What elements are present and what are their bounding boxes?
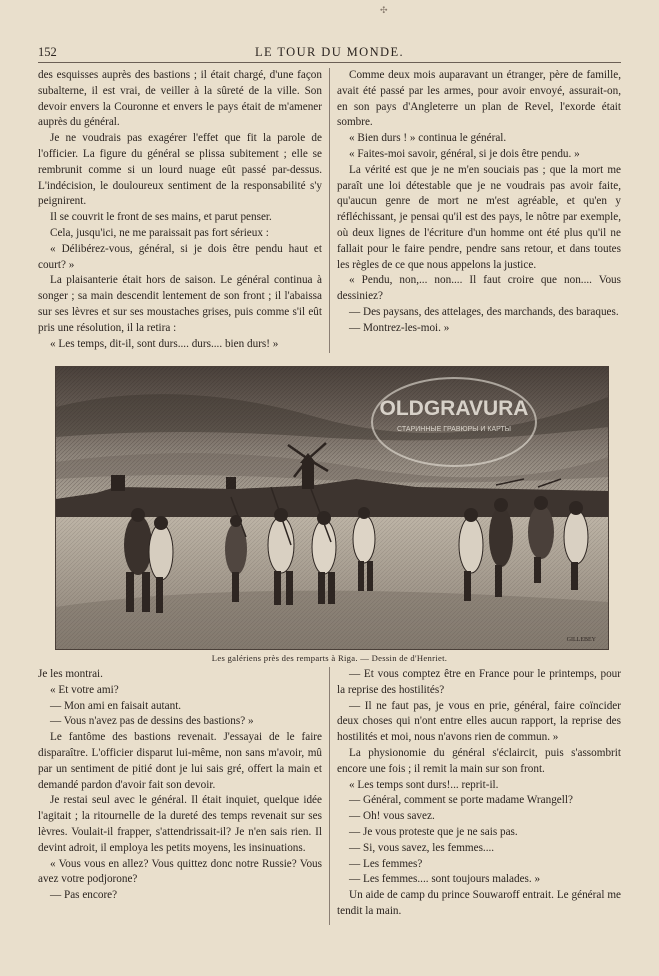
column-rule-bottom xyxy=(329,667,330,925)
paragraph: La plaisanterie était hors de saison. Le général continua à songer ; sa main descendit lentement de son front ; il l'abaissa sur ses lèvres et sur ses moustaches grises, puis comme s'il eût pris une résolution, il la retira : xyxy=(38,274,322,334)
paragraph: des esquisses auprès des bastions ; il était chargé, d'une façon subalterne, il est vrai, de veiller à la sûreté de la ville. Son devoir envers la Couronne et envers le pays était de m'amener auprès du général. xyxy=(38,69,322,129)
paragraph: « Bien durs ! » continua le général. xyxy=(349,132,507,145)
paragraph: « Faites-moi savoir, général, si je dois être pendu. » xyxy=(349,147,580,160)
paragraph: Je restai seul avec le général. Il était inquiet, quelque idée l'agitait ; la ritournelle de la dureté des temps revenait sur ses lèvres. Voulait-il frapper, s'attendrissait-il? Je n'en sais rien. Il devint adroit, il employa les petits moyens, les insinuations. xyxy=(38,794,322,854)
paragraph: — Les femmes.... sont toujours malades. » xyxy=(349,873,541,886)
paragraph: Un aide de camp du prince Souwaroff entrait. Le général me tendit la main. xyxy=(337,889,621,917)
paragraph: — Montrez-les-moi. » xyxy=(349,321,450,334)
paragraph: — Il ne faut pas, je vous en prie, général, faire coïncider deux choses qui n'ont entre elles aucun rapport, la reprise des hostilités et moi, nous n'avons rien de commun. » xyxy=(337,699,621,744)
paragraph: Il se couvrit le front de ses mains, et parut penser. xyxy=(50,211,272,224)
engraver-signature: GILLEBEY xyxy=(566,637,596,643)
top-ornament: ✣ xyxy=(380,5,388,15)
paragraph: Comme deux mois auparavant un étranger, père de famille, avait été passé par les armes, pour avoir envoyé, assurait-on, en son pays d'Angleterre un plan de Revel, l'exorde était sombre. xyxy=(337,69,621,129)
paragraph: Je ne voudrais pas exagérer l'effet que fit la parole de l'officier. La figure du général se plissa subitement ; elle se rembrunit comme si un lourd nuage eût passé par-dessus. L'indécision, le douloureux sentiment de la responsabilité s'y peignirent. xyxy=(38,132,322,208)
paragraph: « Délibérez-vous, général, si je dois être pendu haut et court? » xyxy=(38,242,322,271)
column-rule-top xyxy=(329,68,330,353)
text-column-bottom-left xyxy=(38,667,322,904)
paragraph: — Pas encore? xyxy=(50,889,118,902)
illustration-caption: Les galériens près des remparts à Riga. — Dessin de d'Henriet. xyxy=(211,653,448,663)
paragraph: — Général, comment se porte madame Wrangell? xyxy=(349,794,573,807)
paragraph: — Des paysans, des attelages, des marchands, des baraques. xyxy=(349,305,619,318)
paragraph: Cela, jusqu'ici, ne me paraissait pas fort sérieux : xyxy=(50,226,269,239)
paragraph: Je les montrai. xyxy=(38,668,103,680)
watermark-main: OLDGRAVURA xyxy=(379,397,529,420)
paragraph: « Les temps sont durs!... reprit-il. xyxy=(349,778,499,791)
paragraph: — Les femmes? xyxy=(349,857,423,870)
running-header xyxy=(38,42,621,63)
distant-building xyxy=(226,477,236,489)
paragraph: — Je vous proteste que je ne sais pas. xyxy=(349,825,518,838)
running-title: LE TOUR DU MONDE. xyxy=(254,45,405,59)
engraving-illustration xyxy=(55,366,609,650)
distant-building xyxy=(111,475,125,491)
page-number: 152 xyxy=(38,45,57,59)
paragraph: — Mon ami en faisait autant. xyxy=(50,699,182,712)
paragraph: « Pendu, non,... non.... Il faut croire que non.... Vous dessiniez? xyxy=(337,274,621,303)
paragraph: La physionomie du général s'éclaircit, puis s'assombrit encore une fois ; il remit la main sur son front. xyxy=(337,746,621,775)
paragraph: — Vous n'avez pas de dessins des bastions? » xyxy=(50,715,254,728)
paragraph: « Les temps, dit-il, sont durs.... durs.... bien durs! » xyxy=(50,337,279,350)
engraving-scene xyxy=(56,367,608,649)
text-column-top-left xyxy=(38,68,322,352)
paragraph: — Et vous comptez être en France pour le printemps, pour la reprise des hostilités? xyxy=(337,668,621,696)
text-column-bottom-right xyxy=(337,667,621,920)
paragraph: Le fantôme des bastions revenait. J'essayai de le faire disparaître. L'officier disparut lui-même, non sans m'avoir, mû par un sentiment de pitié dont je lui sais gré, offert la main et demandé pardon d'avoir fait son devoir. xyxy=(38,731,322,791)
paragraph: « Et votre ami? xyxy=(50,683,119,696)
paragraph: « Vous vous en allez? Vous quittez donc notre Russie? Vous avez votre podjorone? xyxy=(38,857,322,886)
paragraph: — Si, vous savez, les femmes.... xyxy=(349,841,495,854)
text-column-top-right xyxy=(337,68,621,337)
paragraph: — Oh! vous savez. xyxy=(349,810,435,823)
paragraph: La vérité est que je ne m'en souciais pas ; que la mort me paraît une loi détestable que je ne voudrais pas avoir faite, qu'aucun genre de mort ne m'est agréable, et qu'en y réfléchissant, je pensai qu'il est des pays, le nôtre par exemple, où deux lignes de l'écriture d'un homme ont été plus qu'il ne fallait pour le faire pendre, pendre sans retour, et dans toutes les règles de ce que nous appelons la justice. xyxy=(337,163,621,271)
watermark-sub: СТАРИННЫЕ ГРАВЮРЫ И КАРТЫ xyxy=(397,426,511,433)
